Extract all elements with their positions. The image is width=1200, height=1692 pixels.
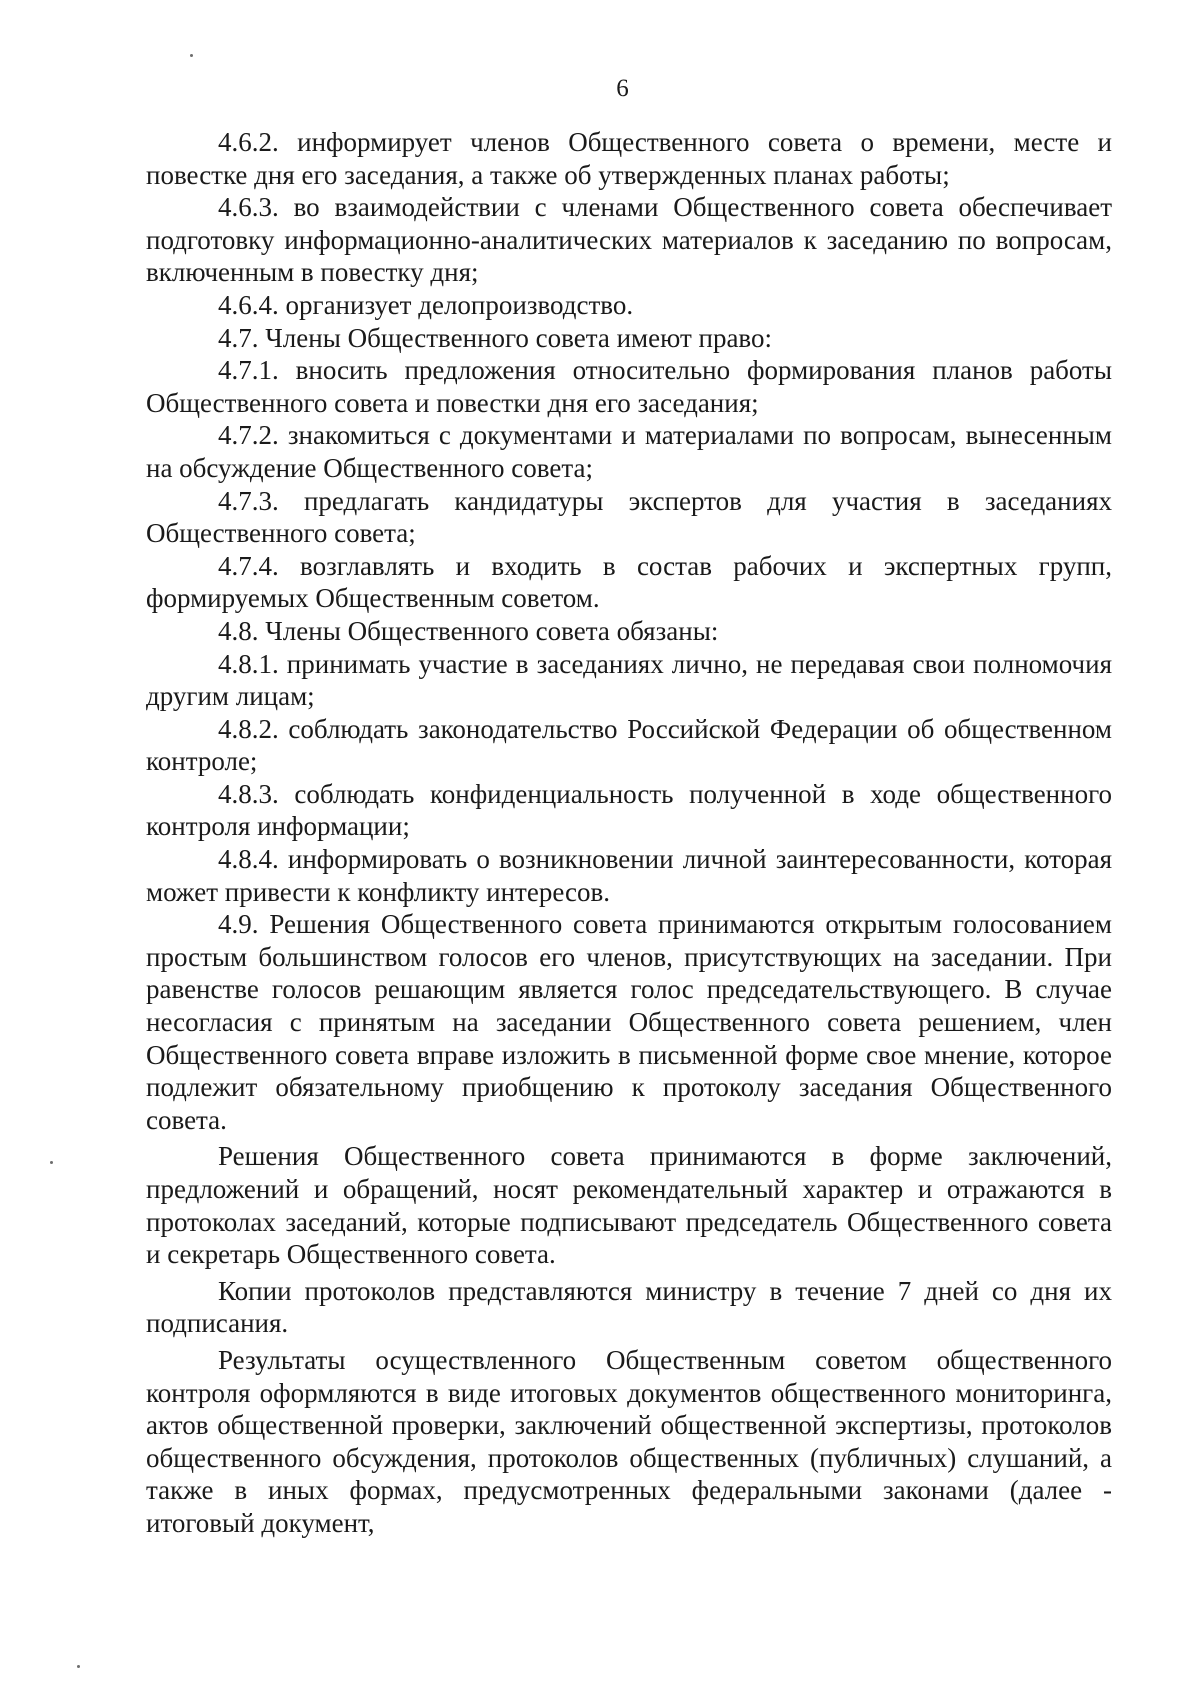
paragraph-protocol-copies: Копии протоколов представляются министру в течение 7 дней со дня их подписания. [146,1275,1112,1339]
scan-speck [50,1161,53,1164]
paragraph-4-8-4: 4.8.4. информировать о возникновении личной заинтересованности, которая может привести к конфликту интересов. [146,844,1112,907]
paragraph-4-8-2: 4.8.2. соблюдать законодательство Российской Федерации об общественном контроле; [146,713,1112,777]
paragraph-control-results: Результаты осуществленного Общественным советом общественного контроля оформляются в виде итоговых документов общественного мониторинга, актов общественной проверки, заключений общественной экспертизы, протоколов общественного обсуждения, протоколов общественных (публичных) слушаний, а также в иных формах, предусмотренных федеральными законами (далее - итоговый документ, [146,1344,1112,1538]
paragraph-4-8-3: 4.8.3. соблюдать конфиденциальность полученной в ходе общественного контроля информации; [146,778,1112,842]
paragraph-4-6-2: 4.6.2. информирует членов Общественного совета о времени, месте и повестке дня его заседания, а также об утвержденных планах работы; [146,127,1112,190]
paragraph-4-7-4: 4.7.4. возглавлять и входить в состав рабочих и экспертных групп, формируемых Общественным советом. [146,550,1112,614]
paragraph-4-7-1: 4.7.1. вносить предложения относительно формирования планов работы Общественного совета и повестки дня его заседания; [146,355,1112,418]
page-number: 6 [616,75,629,102]
paragraph-decisions-form: Решения Общественного совета принимаются в форме заключений, предложений и обращений, носят рекомендательный характер и отражаются в протоколах заседаний, которые подписывают председатель Общественного совета и секретарь Общественного совета. [146,1141,1112,1270]
scan-speck [190,54,193,57]
paragraph-4-6-3: 4.6.3. во взаимодействии с членами Общественного совета обеспечивает подготовку информационно-аналитических материалов к заседанию по вопросам, включенным в повестку дня; [146,192,1112,288]
paragraph-4-9: 4.9. Решения Общественного совета принимаются открытым голосованием простым большинством голосов его членов, присутствующих на заседании. При равенстве голосов решающим является голос председательствующего. В случае несогласия с принятым на заседании Общественного совета решением, член Общественного совета вправе изложить в письменной форме свое мнение, которое подлежит обязательному приобщению к протоколу заседания Общественного совета. [146,909,1112,1135]
paragraph-4-7: 4.7. Члены Общественного совета имеют право: [218,322,772,353]
paragraph-4-8-1: 4.8.1. принимать участие в заседаниях лично, не передавая свои полномочия другим лицам; [146,648,1112,712]
document-body [146,126,1112,1540]
paragraph-4-6-4: 4.6.4. организует делопроизводство. [218,289,634,320]
paragraph-4-7-3: 4.7.3. предлагать кандидатуры экспертов для участия в заседаниях Общественного совета; [146,485,1112,549]
scan-speck [77,1665,80,1668]
paragraph-4-7-2: 4.7.2. знакомиться с документами и материалами по вопросам, вынесенным на обсуждение Общественного совета; [146,420,1112,483]
paragraph-4-8: 4.8. Члены Общественного совета обязаны: [218,615,719,646]
